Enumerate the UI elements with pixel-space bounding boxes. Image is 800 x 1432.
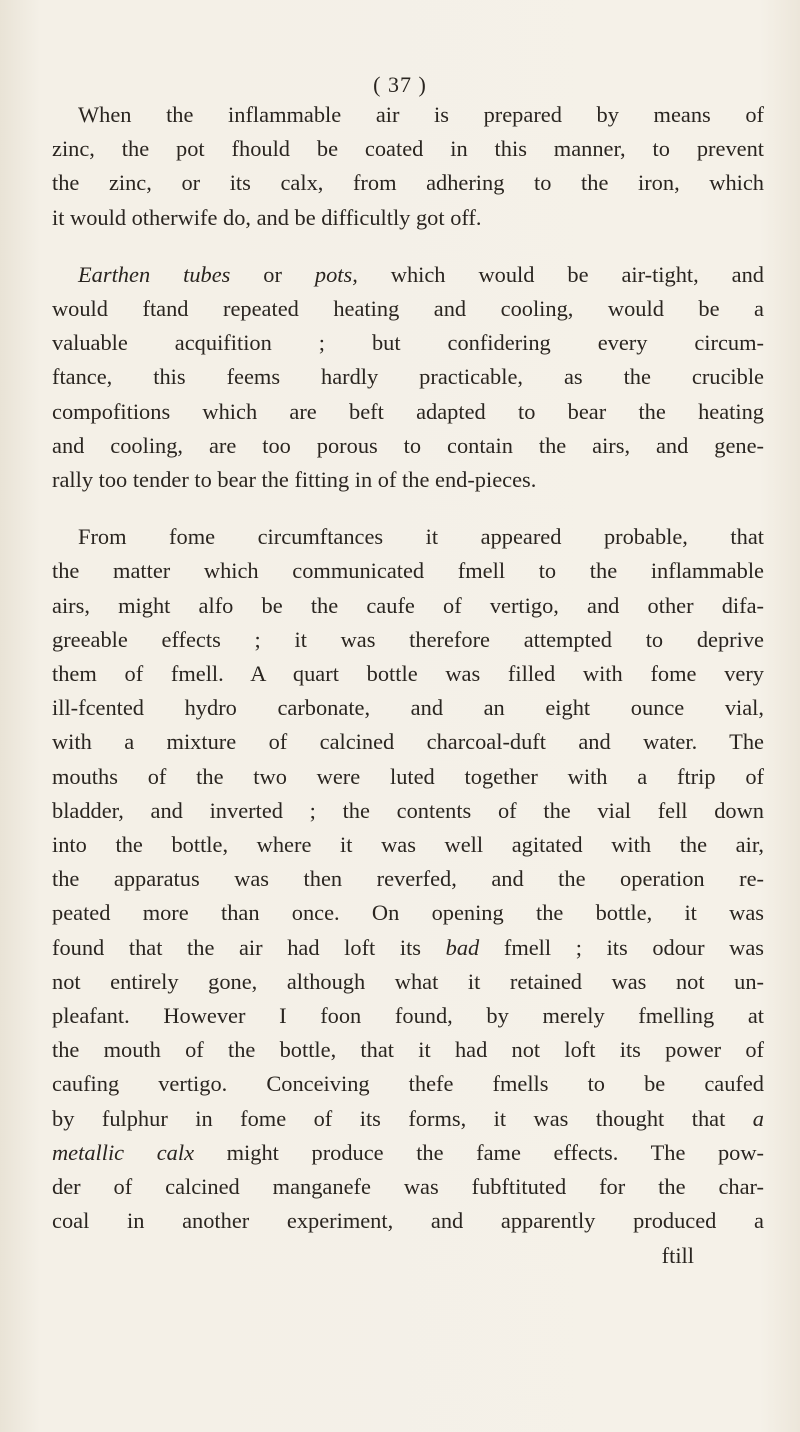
text-line: greeable effects ; it was therefore attempted to deprive: [52, 626, 764, 652]
text-line: When the inflammable air is prepared by means of: [78, 102, 764, 127]
text-line: the apparatus was then reverfed, and the operation re-: [52, 866, 764, 892]
text-line: From fome circumftances it appeared probable, that: [78, 524, 764, 550]
text-line: zinc, the pot fhould be coated in this manner, to prevent: [52, 136, 764, 162]
italic-word: pots,: [314, 261, 358, 287]
text-line: peated more than once. On opening the bottle, it was: [52, 900, 764, 926]
italic-word: bad: [445, 934, 480, 960]
text-line: ftance, this feems hardly practicable, as the crucible: [52, 364, 764, 390]
italic-word: tubes: [183, 261, 231, 287]
text-line: Earthen tubes or pots, which would be air-tight, and: [78, 261, 764, 287]
text-line: airs, might alfo be the caufe of vertigo, and other difa-: [52, 592, 764, 618]
text-line: found that the air had loft its bad fmell ; its odour was: [52, 934, 765, 960]
text-line: mouths of the two were luted together with a ftrip of: [52, 763, 764, 789]
text-line: caufing vertigo. Conceiving thefe fmells to be caufed: [52, 1071, 764, 1097]
text-line: valuable acquifition ; but confidering every circum-: [52, 330, 764, 356]
text-line: and cooling, are too porous to contain the airs, and gene-: [52, 432, 764, 458]
italic-word: metallic calx: [52, 1139, 195, 1165]
italic-word: a: [752, 1105, 764, 1131]
text-line: der of calcined manganefe was fubftituted for the char-: [52, 1174, 764, 1200]
text-line: by fulphur in fome of its forms, it was thought that a: [52, 1105, 764, 1131]
text-line: into the bottle, where it was well agitated with the air,: [52, 832, 764, 858]
text-line: rally too tender to bear the fitting in of the end-pieces.: [52, 467, 537, 493]
page-number: ( 37 ): [373, 72, 427, 97]
text-line: ill-fcented hydro carbonate, and an eight ounce vial,: [52, 695, 764, 721]
text-line: compofitions which are beft adapted to bear the heating: [52, 398, 764, 424]
text-line: not entirely gone, although what it retained was not un-: [52, 968, 764, 994]
text-line: the matter which communicated fmell to the inflammable: [52, 558, 764, 584]
text-line: the zinc, or its calx, from adhering to the iron, which: [52, 170, 764, 196]
catchword: ftill: [661, 1242, 694, 1268]
text-line: would ftand repeated heating and cooling, would be a: [52, 296, 764, 322]
text-line: bladder, and inverted ; the contents of the vial fell down: [52, 797, 764, 823]
body-text: [52, 98, 764, 1273]
text-line: them of fmell. A quart bottle was filled with fome very: [52, 661, 764, 687]
text-line: the mouth of the bottle, that it had not loft its power of: [52, 1037, 764, 1063]
text-line: metallic calx might produce the fame effects. The pow-: [52, 1139, 765, 1165]
text-line: coal in another experiment, and apparently produced a: [52, 1208, 764, 1234]
text-line: it would otherwife do, and be difficultly got off.: [52, 204, 482, 230]
text-line: with a mixture of calcined charcoal-duft and water. The: [52, 729, 764, 755]
text-line: pleafant. However I foon found, by merely fmelling at: [52, 1003, 764, 1029]
italic-word: Earthen: [78, 261, 151, 287]
